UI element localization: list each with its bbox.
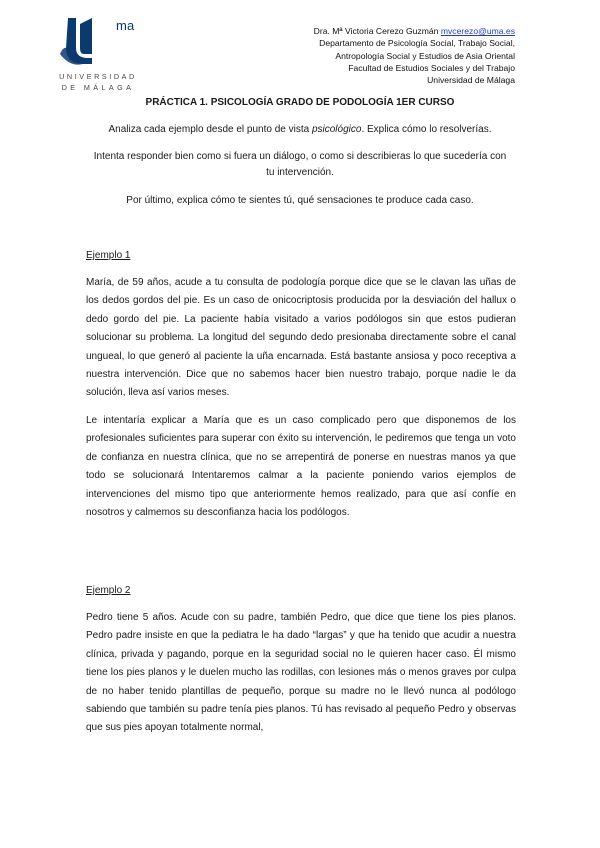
university-line: Universidad de Málaga: [427, 75, 515, 86]
instruction-1-text: Analiza cada ejemplo desde el punto de vista: [108, 124, 312, 135]
ejemplo-2-case: Pedro tiene 5 años. Acude con su padre, también Pedro, que dice que tiene los pies planos. Pedro padre insiste en que la pediatra le ha dado “largas” y que ha tenido que acudir a nuestra clínica, privada y pagando, porque en la seguridad social no le quieren hacer caso. Él mismo tiene los pies planos y le duelen mucho las rodillas, con lesiones más o menos graves por culpa de no haber tenido plantillas de pequeño, porque su madre no le llevó nunca al podólogo sabiendo que también su padre tenía pies planos. Tú has revisado al pequeño Pedro y observas que sus pies apoyan totalmente normal,: [86, 612, 516, 734]
instruction-3: Por último, explica cómo te sientes tú, qué sensaciones te produce cada caso.: [126, 195, 474, 206]
university-logo: [58, 14, 138, 96]
author-line: [314, 25, 515, 37]
department-line-2: Antropología Social y Estudios de Asia Oriental: [335, 50, 515, 61]
author-header: [314, 25, 515, 86]
logo-mark-text: ma: [116, 18, 135, 33]
ejemplo-1-answer: Le intentaría explicar a María que es un caso complicado pero que disponemos de los profesionales suficientes para superar con éxito su intervención, le pediremos que tenga un voto de confianza en nuestra clínica, que no se arrepentirá de ponerse en nuestras manos ya que todo se solucionará Intentaremos calmar a la paciente poniendo varios ejemplos de intervenciones del mismo tipo que anteriormente hemos realizado, para que así confíe en nosotros y calmemos su desconfianza hacia los podólogos.: [86, 415, 516, 519]
logo-line-malaga: DE MÁLAGA: [61, 83, 135, 92]
instruction-1-tail: . Explica cómo lo resolverías.: [361, 124, 492, 135]
department-line: Departamento de Psicología Social, Trabajo Social,: [319, 38, 515, 49]
instruction-2: Intenta responder bien como si fuera un diálogo, o como si describieras lo que sucedería con tu intervención.: [93, 151, 507, 178]
ejemplo-1-heading: Ejemplo 1: [86, 250, 131, 261]
author-email-link[interactable]: mvcerezo@uma.es: [440, 26, 515, 36]
ejemplo-1-case: María, de 59 años, acude a tu consulta de podología porque dice que se le clavan las uñas de los dedos gordos del pie. Es un caso de onicocriptosis producida por la desviación del hallux o dedo gordo del pie. La paciente había visitado a varios podólogos sin que estos pudieran solucionar su problema. La longitud del segundo dedo presionaba directamente sobre el canal ungueal, lo que generó al paciente la uña encarnada. Está bastante ansiosa y poco receptiva a nuestra intervención. Dice que no sabemos hacer bien nuestro trabajo, porque nadie le da solución, lleva así varios meses.: [86, 277, 516, 399]
logo-line-universidad: UNIVERSIDAD: [59, 72, 137, 81]
ejemplo-2-heading: Ejemplo 2: [86, 585, 131, 596]
instruction-1-emphasis: psicológico: [311, 124, 362, 135]
faculty-line: Facultad de Estudios Sociales y del Trabajo: [348, 62, 515, 73]
uma-mark-icon: [58, 14, 118, 72]
page-title: PRÁCTICA 1. PSICOLOGÍA GRADO DE PODOLOGÍA 1ER CURSO: [145, 97, 455, 108]
instruction-1: [90, 122, 510, 138]
author-name: Dra. Mª Victoria Cerezo Guzmán: [313, 26, 439, 36]
